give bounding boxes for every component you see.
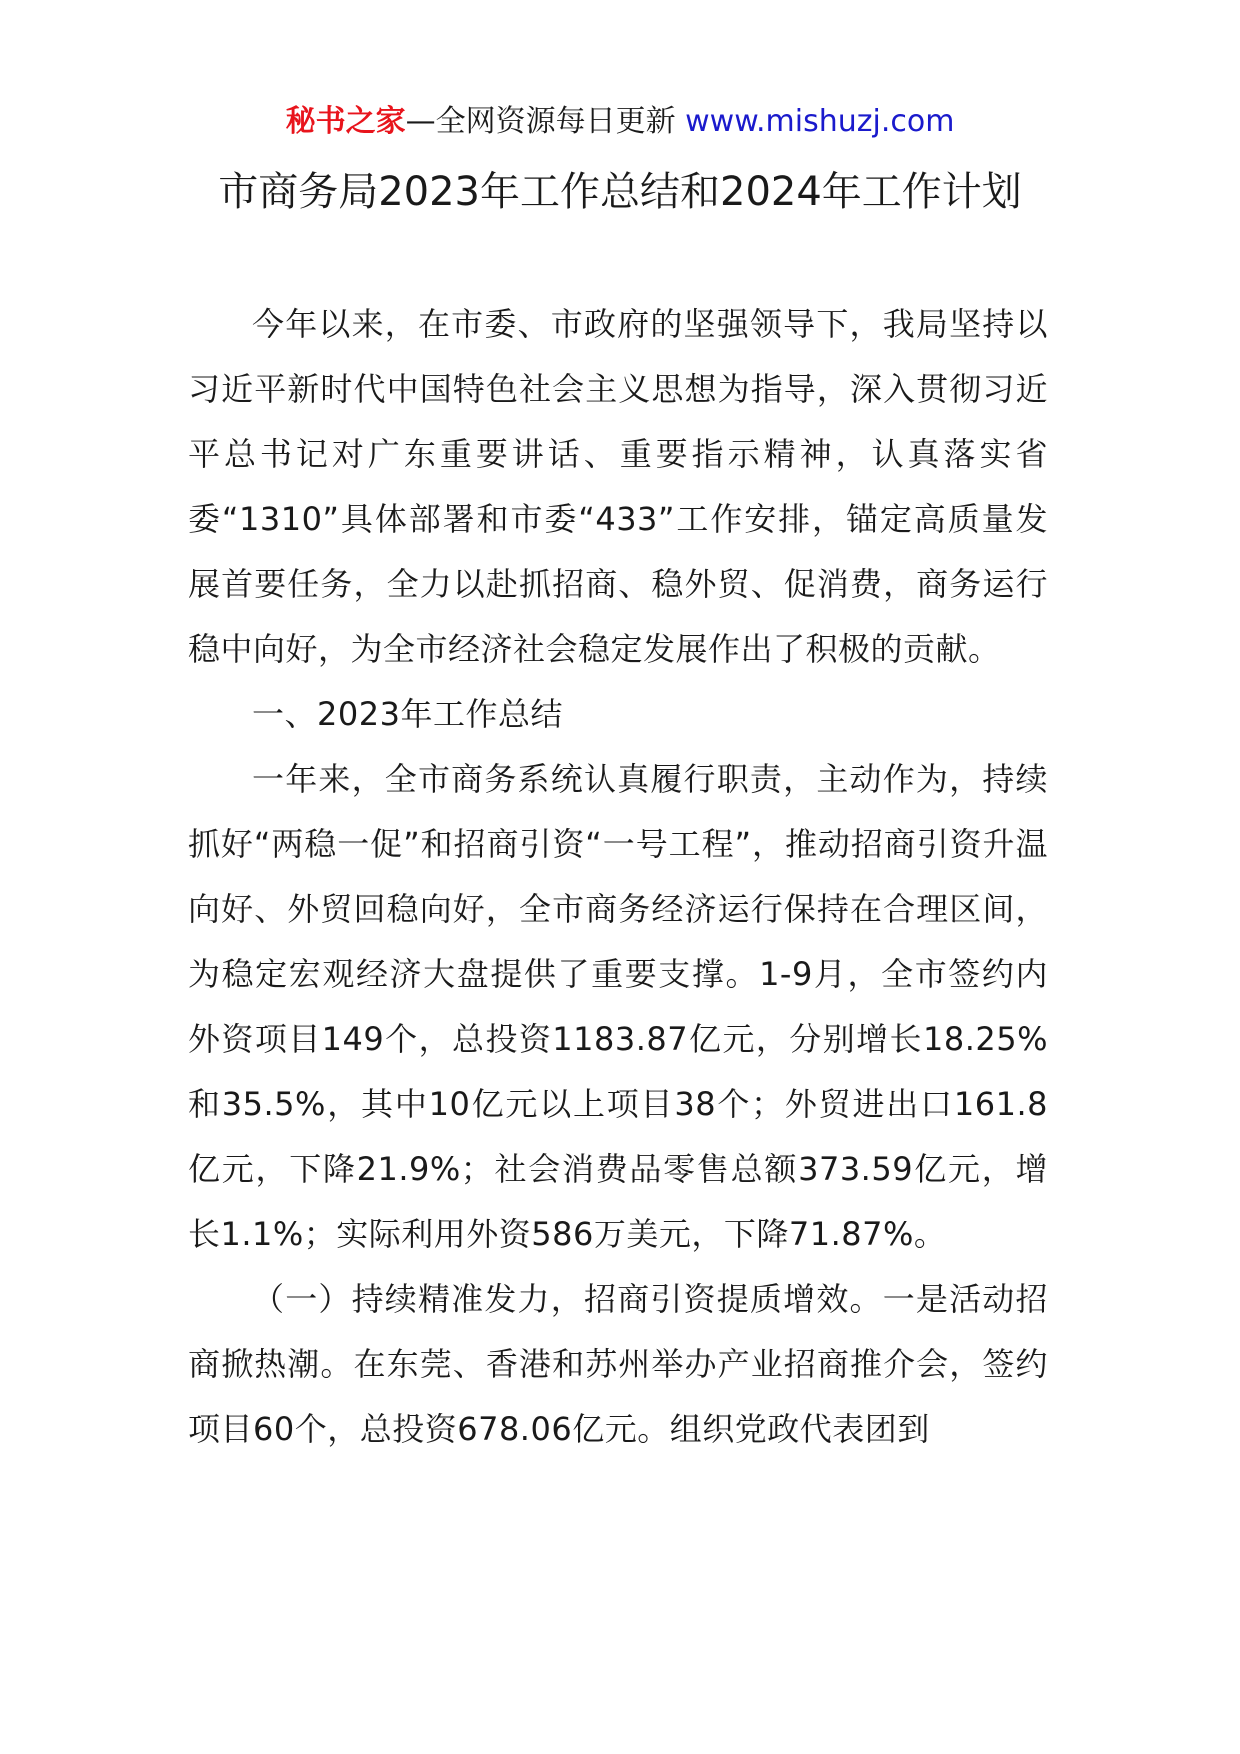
subsection-paragraph: （一）持续精准发力，招商引资提质增效。一是活动招商掀热潮。在东莞、香港和苏州举办产业招商推介会，签约项目60个，总投资678.06亿元。组织党政代表团到 <box>188 1280 1048 1448</box>
document-body <box>188 292 1048 1462</box>
summary-paragraph: 一年来，全市商务系统认真履行职责，主动作为，持续抓好“两稳一促”和招商引资“一号工程”，推动招商引资升温向好、外贸回稳向好，全市商务经济运行保持在合理区间，为稳定宏观经济大盘提供了重要支撑。1-9月，全市签约内外资项目149个，总投资1183.87亿元，分别增长18.25%和35.5%，其中10亿元以上项目38个；外贸进出口161.8亿元，下降21.9%；社会消费品零售总额373.59亿元，增长1.1%；实际利用外资586万美元，下降71.87%。 <box>188 760 1048 1253</box>
site-header <box>0 100 1240 144</box>
site-brand: 秘书之家 <box>285 104 406 139</box>
site-url-link[interactable]: www.mishuzj.com <box>685 104 955 139</box>
section-heading: 一、2023年工作总结 <box>252 695 563 733</box>
document-title: 市商务局2023年工作总结和2024年工作计划 <box>218 169 1022 215</box>
intro-paragraph: 今年以来，在市委、市政府的坚强领导下，我局坚持以习近平新时代中国特色社会主义思想为指导，深入贯彻习近平总书记对广东重要讲话、重要指示精神，认真落实省委“1310”具体部署和市委“433”工作安排，锚定高质量发展首要任务，全力以赴抓招商、稳外贸、促消费，商务运行稳中向好，为全市经济社会稳定发展作出了积极的贡献。 <box>188 305 1048 668</box>
site-slogan: —全网资源每日更新 <box>405 104 676 139</box>
